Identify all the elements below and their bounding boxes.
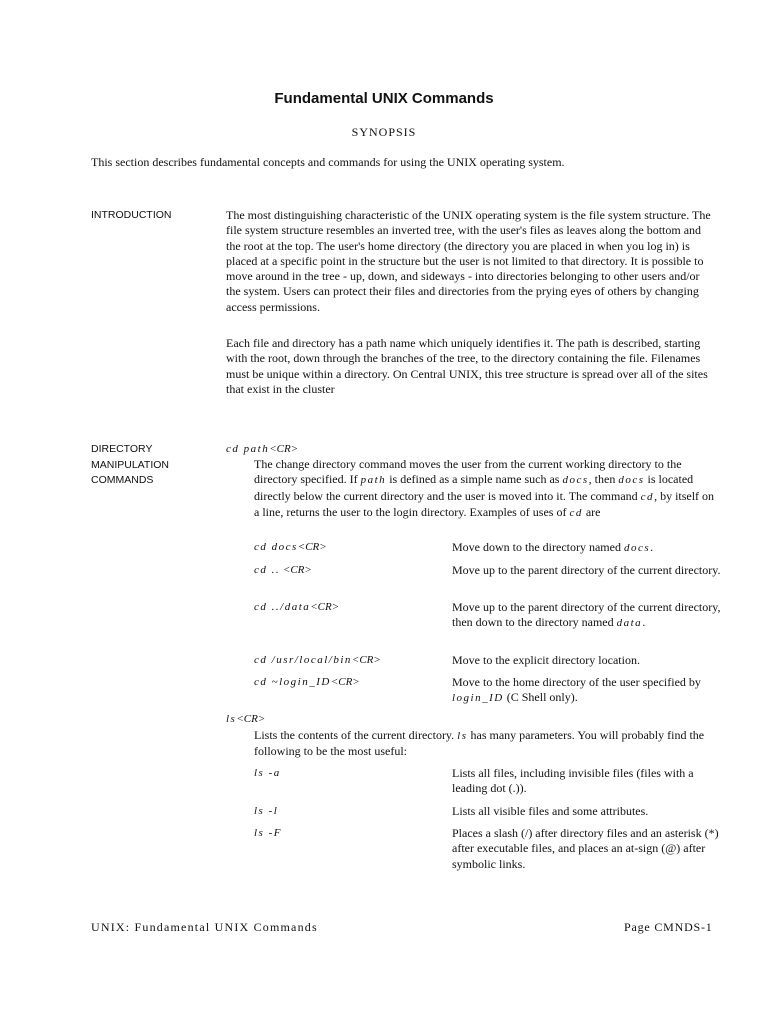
- ls-desc-text: Lists the contents of the current directory.: [254, 728, 458, 742]
- cd-desc-docs: docs: [562, 474, 589, 487]
- cd-example-cmd: [254, 601, 339, 613]
- ls-desc-italic: ls: [457, 730, 468, 742]
- introduction-paragraph-2: Each file and directory has a path name which uniquely identifies it. The path is described, starting with the root, down through the branches of the tree, to the directory containing the file. Filenames must be unique within a directory. On Central UNIX, this tree structure is spread over all of the sites that exist in the cluster: [226, 336, 708, 396]
- ls-syntax-text: ls: [226, 713, 237, 725]
- example-cmd-text: cd /usr/local/bin: [254, 654, 352, 666]
- label-line: DIRECTORY: [91, 443, 153, 455]
- ls-syntax-cr: <CR>: [236, 713, 266, 725]
- cd-syntax-text: cd path: [226, 443, 270, 455]
- cd-desc-text: are: [582, 504, 601, 519]
- synopsis-heading: SYNOPSIS: [351, 125, 417, 139]
- introduction-label: INTRODUCTION: [91, 209, 172, 221]
- ls-syntax: [226, 713, 265, 725]
- example-desc-italic: login_ID: [452, 692, 504, 705]
- ls-desc-text: has many parameters. You will probably find the following to be the most useful:: [254, 728, 705, 759]
- example-cmd-cr: <CR>: [330, 676, 360, 688]
- example-cmd-text: cd ../data: [254, 601, 311, 613]
- cd-desc-cd: cd: [569, 506, 583, 519]
- cd-example-cmd: [254, 541, 327, 553]
- cd-example-cmd: [254, 654, 381, 666]
- cd-example-desc: [452, 563, 724, 578]
- footer-left: UNIX: Fundamental UNIX Commands: [91, 920, 318, 934]
- cd-desc-text: is defined as a simple name such as: [386, 472, 563, 487]
- example-desc-text: Move down to the directory named: [452, 540, 624, 554]
- example-desc-text: Move to the home directory of the user specified by: [452, 675, 701, 689]
- cd-desc-cd: cd: [640, 490, 655, 503]
- example-cmd-cr: <CR>: [351, 654, 381, 666]
- ls-example-cmd: ls -l: [254, 805, 279, 817]
- example-cmd-cr: <CR>: [297, 541, 327, 553]
- example-desc-end: (C Shell only).: [503, 690, 578, 705]
- example-desc-end: .: [650, 540, 654, 554]
- cd-description: [254, 457, 720, 521]
- cd-example-desc: [452, 600, 724, 632]
- label-line: MANIPULATION: [91, 458, 169, 471]
- introduction-paragraph-1: The most distinguishing characteristic of the UNIX operating system is the file system structure. The file system structure resembles an inverted tree, with the user's files as leaves along the bottom and the root at the top. The user's home directory (the directory you are placed in when you log in) is placed at a specific point in the structure but the user is not limited to that directory. It is possible to move around in the tree - up, down, and sideways - into directories belonging to other users and/or the system. Users can protect their files and directories from the prying eyes of others by changing access permissions.: [226, 208, 711, 314]
- example-desc-text: Move up to the parent directory of the current directory.: [452, 563, 721, 577]
- example-desc-text: Move to the explicit directory location.: [452, 653, 640, 667]
- cd-desc-docs: docs: [618, 474, 645, 487]
- example-cmd-text: cd docs: [254, 541, 298, 553]
- ls-example-cmd: ls -a: [254, 767, 281, 779]
- cd-desc-path: path: [360, 474, 387, 487]
- cd-desc-text: , by itself on a line, returns the user to the login directory. Examples of uses of: [254, 488, 715, 519]
- page-title: Fundamental UNIX Commands: [274, 90, 494, 107]
- example-desc-end: .: [642, 615, 646, 630]
- intro-line: This section describes fundamental concepts and commands for using the UNIX operating system.: [91, 155, 565, 169]
- example-cmd-text: cd ..: [254, 564, 281, 576]
- example-desc-italic: docs: [623, 542, 651, 554]
- ls-example-desc: Places a slash (/) after directory files and an asterisk (*) after executable files, and places an at-sign (@) after symbolic links.: [452, 826, 719, 871]
- cd-syntax: [226, 443, 298, 455]
- cd-syntax-cr: <CR>: [269, 443, 299, 455]
- cd-example-desc: [452, 675, 724, 707]
- example-cmd-text: cd ~login_ID: [254, 676, 331, 688]
- cd-desc-text: , then: [588, 472, 619, 487]
- example-desc-text: Move up to the parent directory of the current directory, then down to the directory named: [452, 600, 721, 630]
- cd-desc-text: is located directly below the current directory and the user is moved into it. The command: [254, 472, 694, 503]
- ls-example-cmd: ls -F: [254, 827, 282, 839]
- cd-example-cmd: [254, 676, 360, 688]
- ls-description: [254, 728, 720, 760]
- directory-section-label: [91, 442, 169, 489]
- cd-example-desc: [452, 540, 724, 556]
- example-desc-italic: data: [616, 617, 643, 630]
- footer-page-number: Page CMNDS-1: [624, 920, 713, 934]
- example-cmd-cr: <CR>: [280, 564, 312, 576]
- ls-example-desc: Lists all visible files and some attributes.: [452, 804, 649, 818]
- cd-example-cmd: [254, 564, 312, 576]
- example-cmd-cr: <CR>: [310, 601, 340, 613]
- cd-desc-text: The change directory command moves the user from the current working directory to the directory specified. If: [254, 457, 682, 487]
- label-line: COMMANDS: [91, 474, 154, 486]
- cd-example-desc: [452, 653, 724, 668]
- ls-example-desc: Lists all files, including invisible files (files with a leading dot (.)).: [452, 766, 694, 796]
